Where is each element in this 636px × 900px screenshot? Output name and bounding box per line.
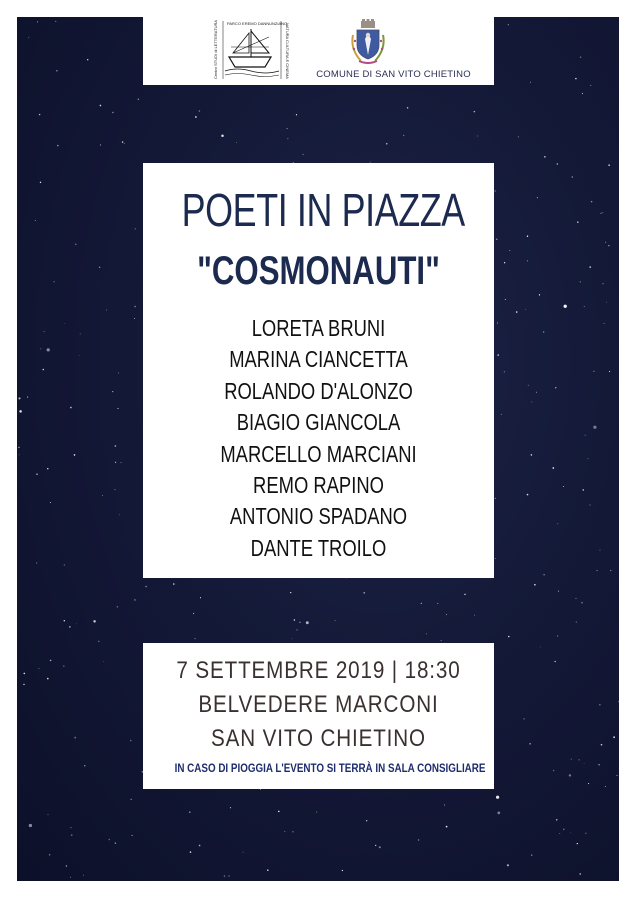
star [100, 145, 101, 146]
star [531, 854, 532, 855]
star [508, 636, 509, 637]
star [528, 385, 529, 386]
star [115, 842, 116, 843]
star [44, 331, 45, 332]
star [540, 647, 541, 648]
star [57, 145, 58, 146]
star [134, 306, 136, 308]
star [608, 164, 610, 166]
star [28, 37, 29, 38]
parco-eremo-text: PARCO EREMO DANNUNZIANO [227, 21, 288, 26]
star [527, 494, 529, 496]
star [54, 281, 55, 282]
star [609, 371, 610, 372]
star [497, 812, 500, 815]
star [106, 310, 107, 311]
star [580, 281, 581, 282]
star [115, 445, 117, 447]
star [27, 397, 28, 398]
star [335, 620, 336, 621]
star [18, 397, 20, 399]
star [49, 854, 51, 856]
star [464, 594, 465, 595]
star [193, 613, 194, 614]
star [605, 786, 606, 787]
star [64, 565, 65, 566]
star [47, 348, 50, 351]
star [23, 684, 24, 685]
star [531, 454, 533, 456]
star [505, 299, 506, 300]
star [76, 624, 77, 625]
star [70, 407, 72, 409]
star [569, 774, 571, 776]
star [71, 834, 73, 836]
star [421, 603, 422, 604]
star [79, 355, 80, 356]
star [38, 668, 39, 669]
star [299, 622, 301, 624]
star [50, 502, 51, 503]
star [230, 807, 231, 808]
star [112, 112, 113, 113]
star [446, 614, 447, 615]
star [558, 591, 559, 592]
star [604, 323, 605, 324]
star [516, 311, 518, 313]
star [145, 586, 147, 588]
star [544, 156, 545, 157]
star [93, 620, 95, 622]
star [527, 236, 528, 237]
star [118, 373, 119, 374]
star [579, 873, 580, 874]
star [501, 414, 502, 415]
star [74, 737, 76, 739]
star [278, 811, 280, 813]
star [590, 85, 591, 86]
star [602, 212, 603, 213]
star [39, 114, 40, 115]
star [115, 462, 116, 463]
star [588, 458, 589, 459]
star [584, 306, 585, 307]
star [591, 201, 593, 203]
star [593, 371, 594, 372]
star [199, 845, 201, 847]
star [577, 843, 578, 844]
left-side-text: Centro STUDI di LETTERATURA [213, 19, 218, 79]
star [618, 701, 619, 702]
star [70, 827, 71, 828]
poet-name: BIAGIO GIANCOLA [236, 409, 401, 436]
star [581, 602, 583, 604]
star [36, 563, 37, 564]
star [523, 718, 524, 719]
star [124, 143, 125, 144]
star [585, 833, 586, 834]
star [23, 673, 25, 675]
star [509, 250, 510, 251]
star [363, 592, 364, 593]
star [296, 629, 297, 630]
star [543, 574, 544, 575]
star [570, 833, 571, 834]
star [114, 489, 115, 490]
star [496, 239, 498, 241]
star [236, 142, 237, 143]
star [582, 93, 583, 94]
star [593, 426, 596, 429]
star [577, 221, 579, 223]
star [564, 305, 567, 308]
title-panel [143, 163, 494, 578]
star [221, 135, 224, 138]
star [585, 435, 586, 436]
star [194, 638, 195, 639]
star [576, 622, 577, 623]
poet-list [143, 313, 494, 564]
star [386, 143, 388, 145]
star [36, 474, 37, 475]
star [530, 82, 531, 83]
star [426, 634, 427, 635]
star [507, 864, 509, 866]
star [537, 197, 538, 198]
right-side-text: NATURA CULTURA E CINEMA [285, 23, 290, 79]
star [616, 775, 617, 776]
star [553, 770, 555, 772]
star [50, 660, 52, 662]
star [47, 814, 48, 815]
star [134, 599, 136, 601]
star [292, 638, 293, 639]
star [557, 636, 558, 637]
star [296, 114, 297, 115]
star [437, 603, 438, 604]
star [525, 309, 526, 310]
star [418, 839, 419, 840]
star [497, 322, 498, 323]
star [543, 331, 544, 332]
star [536, 392, 537, 393]
star [284, 831, 285, 832]
star [441, 640, 442, 641]
star [98, 641, 99, 642]
star [446, 826, 448, 828]
star [66, 865, 67, 866]
star [497, 354, 499, 356]
star [444, 805, 445, 806]
rain-notice: IN CASO DI PIOGGIA L'EVENTO SI TERRÀ IN SALA CONSIGLIARE [174, 761, 486, 775]
star [572, 176, 574, 178]
star [75, 243, 77, 245]
star [199, 110, 201, 112]
star [495, 498, 496, 499]
star [37, 21, 38, 22]
star [559, 833, 560, 834]
star [589, 266, 591, 268]
star [495, 558, 496, 559]
star [56, 70, 57, 71]
star [224, 875, 226, 877]
logo-panel [143, 17, 494, 85]
star [494, 190, 495, 191]
star [518, 136, 519, 137]
star [576, 598, 577, 599]
star [554, 661, 555, 662]
star [557, 523, 558, 524]
comune-label: COMUNE DI SAN VITO CHIETINO [316, 69, 471, 80]
star [29, 824, 32, 827]
star [563, 829, 564, 830]
star [47, 468, 48, 469]
star [121, 462, 122, 463]
star [40, 182, 41, 183]
star [190, 851, 191, 852]
star [575, 78, 576, 79]
star [306, 621, 309, 624]
star [189, 811, 190, 812]
star [292, 831, 293, 832]
star [504, 371, 505, 372]
star [267, 869, 269, 871]
star [600, 550, 601, 551]
star [563, 486, 564, 487]
star [103, 661, 104, 662]
star [571, 759, 572, 760]
star [606, 302, 607, 303]
poet-name: LORETA BRUNI [251, 315, 386, 341]
star [122, 141, 123, 142]
star [63, 665, 65, 667]
star [403, 135, 404, 136]
star [132, 835, 133, 836]
star [529, 743, 531, 745]
star [117, 408, 118, 409]
star [531, 401, 532, 402]
star [119, 514, 120, 515]
star [597, 570, 598, 571]
star [588, 783, 589, 784]
star [102, 495, 103, 496]
star [138, 99, 139, 100]
star [474, 111, 476, 113]
star [589, 504, 590, 505]
event-subtitle: "COSMONAUTI" [197, 249, 440, 293]
star [599, 704, 600, 705]
star [294, 619, 296, 621]
star [290, 592, 291, 593]
star [64, 620, 65, 621]
star [556, 819, 558, 821]
star [40, 348, 41, 349]
poet-name: MARCELLO MARCIANI [220, 440, 417, 467]
star [108, 839, 110, 841]
star [55, 21, 56, 22]
star [200, 597, 201, 598]
star [608, 245, 609, 246]
star [316, 812, 317, 813]
star [70, 877, 71, 878]
star [552, 467, 554, 469]
star [477, 136, 478, 137]
star [613, 736, 615, 738]
event-town: SAN VITO CHIETINO [211, 725, 426, 752]
poet-name: ROLANDO D'ALONZO [224, 377, 413, 404]
star [135, 228, 136, 229]
event-title: POETI IN PIAZZA [181, 184, 465, 236]
star [539, 294, 540, 295]
star [64, 323, 65, 324]
star [579, 759, 580, 760]
star [47, 678, 49, 680]
poet-name: ANTONIO SPADANO [229, 503, 408, 530]
event-datetime: 7 SETTEMBRE 2019 | 18:30 [176, 657, 461, 684]
star [112, 391, 113, 392]
star [583, 489, 585, 491]
star [100, 105, 102, 107]
star [117, 606, 119, 608]
star [131, 799, 132, 800]
star [243, 852, 244, 853]
star [508, 24, 509, 25]
star [602, 283, 603, 284]
star [474, 615, 475, 616]
star [534, 584, 536, 586]
star [80, 333, 81, 334]
star [19, 410, 22, 413]
star [35, 220, 36, 221]
star [69, 626, 70, 627]
coat-of-arms-icon [349, 19, 387, 67]
poet-name: REMO RAPINO [253, 471, 384, 498]
star [287, 128, 288, 129]
star [600, 213, 601, 214]
star [84, 765, 85, 766]
star [288, 138, 289, 139]
star [584, 763, 585, 764]
star [598, 764, 599, 765]
star [19, 454, 20, 455]
star [18, 447, 19, 448]
star [504, 262, 505, 263]
star [605, 242, 606, 243]
poet-name: MARINA CIANCETTA [229, 346, 408, 373]
star [610, 570, 611, 571]
star [375, 845, 376, 846]
star [87, 59, 88, 60]
star [43, 369, 45, 371]
parco-eremo-logo [207, 17, 295, 83]
star [99, 267, 100, 268]
star [83, 875, 84, 876]
star [580, 56, 581, 57]
star [229, 876, 230, 877]
poet-name: DANTE TROILO [250, 534, 387, 561]
star [601, 744, 603, 746]
star [496, 796, 499, 799]
star [556, 163, 558, 165]
star [134, 318, 135, 319]
star [555, 387, 556, 388]
star [173, 583, 175, 585]
star [366, 820, 367, 821]
star [342, 870, 343, 871]
star [130, 740, 132, 742]
star [195, 116, 197, 118]
info-panel [143, 643, 494, 789]
star [74, 454, 76, 456]
star [527, 260, 528, 261]
star [379, 846, 381, 848]
star [303, 154, 304, 155]
event-venue: BELVEDERE MARCONI [198, 691, 439, 718]
star [407, 107, 408, 108]
